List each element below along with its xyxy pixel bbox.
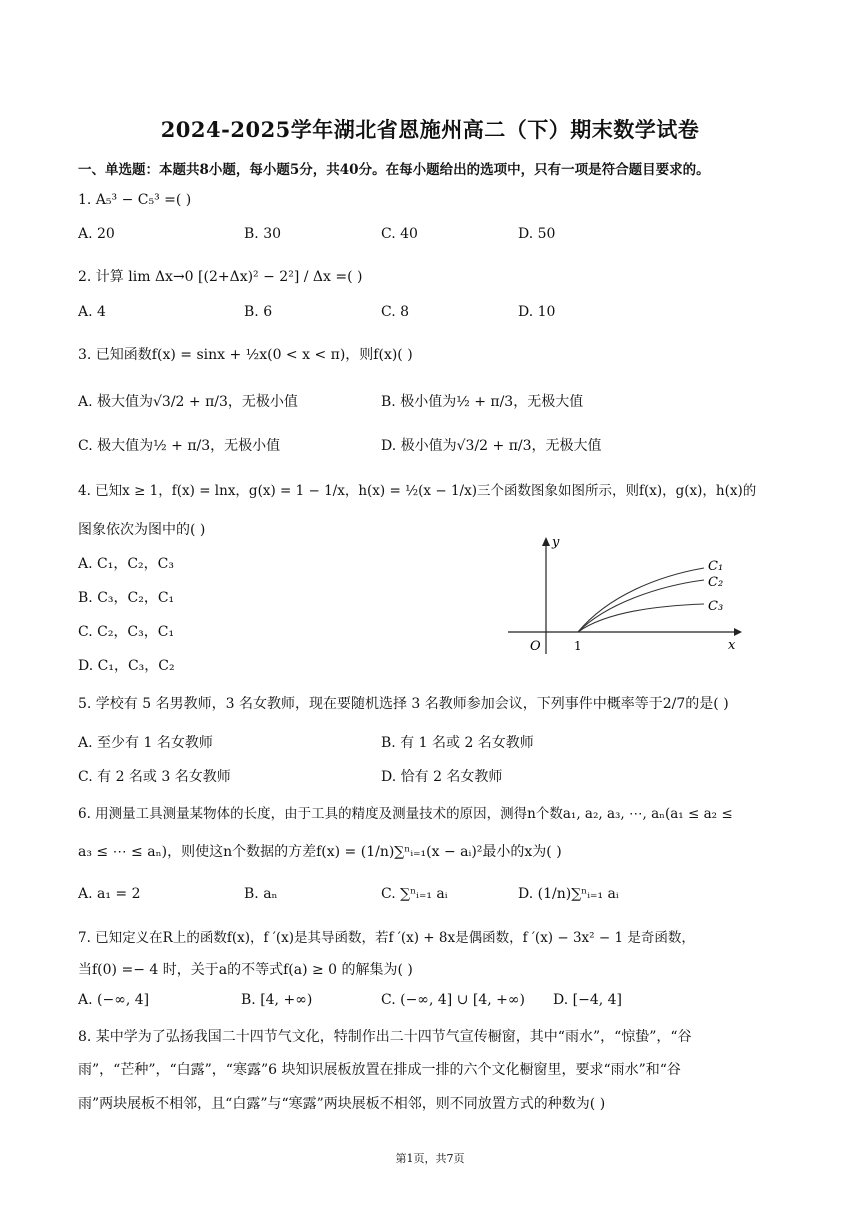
q8-stem-line1: 8. 某中学为了弘扬我国二十四节气文化，特制作出二十四节气宣传橱窗，其中“雨水”，“惊蛰”，“谷 <box>78 1029 692 1045</box>
q6-option-d: D. (1/n)∑ⁿᵢ₌₁ aᵢ <box>518 886 619 902</box>
one-label: 1 <box>574 639 582 653</box>
q1-stem: 1. A₅³ − C₅³ =( ) <box>78 192 192 208</box>
q7-option-d: D. [−4, 4] <box>553 992 622 1008</box>
curve-c3 <box>578 604 704 632</box>
q7-option-a: A. (−∞, 4] <box>78 992 150 1008</box>
q1-option-d: D. 50 <box>518 226 556 242</box>
q4-option-d: D. C₁，C₃，C₂ <box>78 658 175 674</box>
q5-option-c: C. 有 2 名或 3 名女教师 <box>78 769 231 785</box>
q3-option-d: D. 极小值为√3/2 + π/3，无极大值 <box>381 438 602 454</box>
q5-option-a: A. 至少有 1 名女教师 <box>78 735 213 751</box>
q4-option-c: C. C₂，C₃，C₁ <box>78 624 175 640</box>
q3-option-b: B. 极小值为½ + π/3，无极大值 <box>381 394 584 410</box>
page-title: 2024-2025学年湖北省恩施州高二（下）期末数学试卷 <box>160 117 700 142</box>
q5-option-b: B. 有 1 名或 2 名女教师 <box>381 735 534 751</box>
q4-stem-line2: 图象依次为图中的( ) <box>78 522 206 538</box>
c2-label: C₂ <box>708 575 724 590</box>
q4-graph-figure <box>508 534 748 658</box>
q6-option-b: B. aₙ <box>244 886 278 902</box>
q2-option-c: C. 8 <box>381 304 410 320</box>
q7-stem-line2: 当f(0) =− 4 时，关于a的不等式f(a) ≥ 0 的解集为( ) <box>78 962 413 978</box>
y-label: y <box>552 535 560 550</box>
q2-option-d: D. 10 <box>518 304 556 320</box>
q1-option-c: C. 40 <box>381 226 418 242</box>
curve-c1 <box>578 568 704 632</box>
page-footer: 第1页，共7页 <box>395 1152 465 1165</box>
q7-stem-line1: 7. 已知定义在R上的函数f(x)，f ′(x)是其导函数，若f ′(x) + 8x是偶函数，f ′(x) − 3x² − 1 是奇函数， <box>78 930 695 946</box>
q8-stem-line2: 雨”，“芒种”，“白露”，“寒露”6 块知识展板放置在排成一排的六个文化橱窗里，要求“雨水”和“谷 <box>78 1062 681 1078</box>
q1-option-b: B. 30 <box>244 226 282 242</box>
q2-option-b: B. 6 <box>244 304 273 320</box>
c1-label: C₁ <box>708 559 724 574</box>
q7-option-c: C. (−∞, 4] ∪ [4, +∞) <box>381 992 525 1008</box>
q6-stem-line2: a₃ ≤ ⋯ ≤ aₙ)，则使这n个数据的方差f(x) = (1/n)∑ⁿᵢ₌₁(x − aᵢ)²最小的x为( ) <box>78 844 562 860</box>
section-heading: 一、单选题：本题共8小题，每小题5分，共40分。在每小题给出的选项中，只有一项是符合题目要求的。 <box>78 162 710 178</box>
q5-stem: 5. 学校有 5 名男教师，3 名女教师，现在要随机选择 3 名教师参加会议，下列事件中概率等于2/7的是( ) <box>78 696 729 712</box>
q1-option-a: A. 20 <box>78 226 115 242</box>
q3-option-a: A. 极大值为√3/2 + π/3，无极小值 <box>78 394 298 410</box>
q2-stem: 2. 计算 lim Δx→0 [(2+Δx)² − 2²] / Δx =( ) <box>78 269 363 285</box>
q4-stem-line1: 4. 已知x ≥ 1，f(x) = lnx，g(x) = 1 − 1/x，h(x) = ½(x − 1/x)三个函数图象如图所示，则f(x)，g(x)，h(x)的 <box>78 483 757 499</box>
q4-option-a: A. C₁，C₂，C₃ <box>78 556 174 572</box>
c3-label: C₃ <box>708 599 724 614</box>
q6-option-a: A. a₁ = 2 <box>78 886 141 902</box>
origin-label: O <box>530 639 541 654</box>
q3-stem: 3. 已知函数f(x) = sinx + ½x(0 < x < π)，则f(x)( ) <box>78 347 413 363</box>
q4-option-b: B. C₃，C₂，C₁ <box>78 590 175 606</box>
y-axis-arrow <box>542 537 550 546</box>
q8-stem-line3: 雨”两块展板不相邻，且“白露”与“寒露”两块展板不相邻，则不同放置方式的种数为( ) <box>78 1096 606 1112</box>
q5-option-d: D. 恰有 2 名女教师 <box>381 769 503 785</box>
q7-option-b: B. [4, +∞) <box>241 992 313 1008</box>
q3-option-c: C. 极大值为½ + π/3，无极小值 <box>78 438 281 454</box>
x-label: x <box>728 638 736 653</box>
q6-option-c: C. ∑ⁿᵢ₌₁ aᵢ <box>381 886 448 902</box>
q2-option-a: A. 4 <box>78 304 106 320</box>
curve-c2 <box>578 580 704 632</box>
x-axis-arrow <box>734 628 742 636</box>
q6-stem-line1: 6. 用测量工具测量某物体的长度，由于工具的精度及测量技术的原因，测得n个数a₁, a₂, a₃, ⋯, aₙ(a₁ ≤ a₂ ≤ <box>78 806 733 822</box>
